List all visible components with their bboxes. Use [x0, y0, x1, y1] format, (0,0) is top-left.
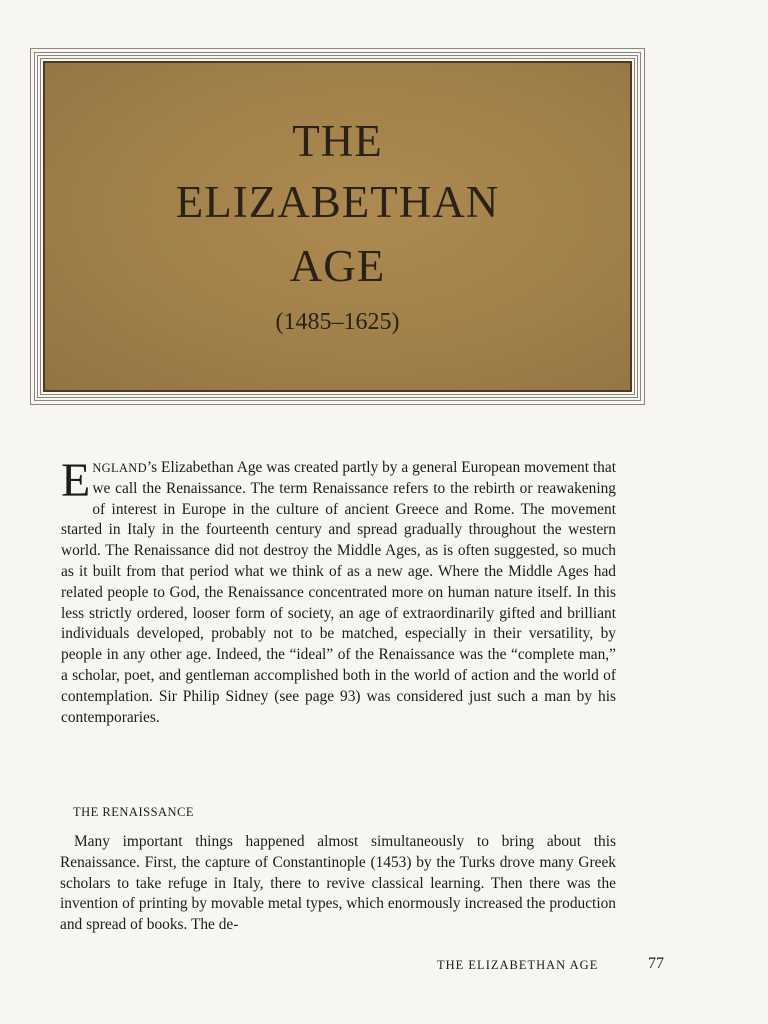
title-dates: (1485–1625): [275, 309, 400, 335]
section-text: Many important things happened almost simultaneously to bring about this Renaissance. First, the capture of Constantinople (1453) by the Turks drove many Greek scholars to take refuge in Italy, there to revive classical learning. Then there was the invention of printing by movable metal types, which enormously increased the production and spread of books. The de-: [60, 833, 616, 934]
intro-text: ’s Elizabethan Age was created partly by a general European movement that we call the Renaissance. The term Renaissance refers to the rebirth or reawakening of interest in Europe in the culture of ancient Greece and Rome. The movement started in Italy in the fourteenth century and spread gradually throughout the western world. The Renaissance did not destroy the Middle Ages, as is often suggested, so much as it built from that period what we think of as a new age. Where the Middle Ages had related people to God, the Renaissance concentrated more on human nature itself. In this less strictly ordered, looser form of society, an age of extraordinarily gifted and brilliant individuals developed, probably not to be matched, especially in their versatility, by people in any other age. Indeed, the “ideal” of the Renaissance was the “complete man,” a scholar, poet, and gentleman accomplished both in the world of action and the world of contemplation. Sir Philip Sidney (see page 93) was considered just such a man by his contemporaries.: [61, 459, 616, 726]
title-line-1: THE: [292, 116, 383, 166]
section-paragraph: [60, 832, 616, 936]
drop-cap: E: [61, 454, 91, 507]
title-plate: [43, 61, 632, 392]
title-line-3: AGE: [289, 241, 386, 291]
page-number: 77: [648, 955, 664, 972]
title-line-2: ELIZABETHAN: [175, 177, 500, 227]
section-heading: THE RENAISSANCE: [73, 805, 195, 819]
intro-paragraph: [61, 454, 616, 728]
running-footer-title: THE ELIZABETHAN AGE: [437, 958, 599, 972]
title-frame: [30, 48, 645, 405]
lead-small-caps: NGLAND: [92, 461, 147, 475]
